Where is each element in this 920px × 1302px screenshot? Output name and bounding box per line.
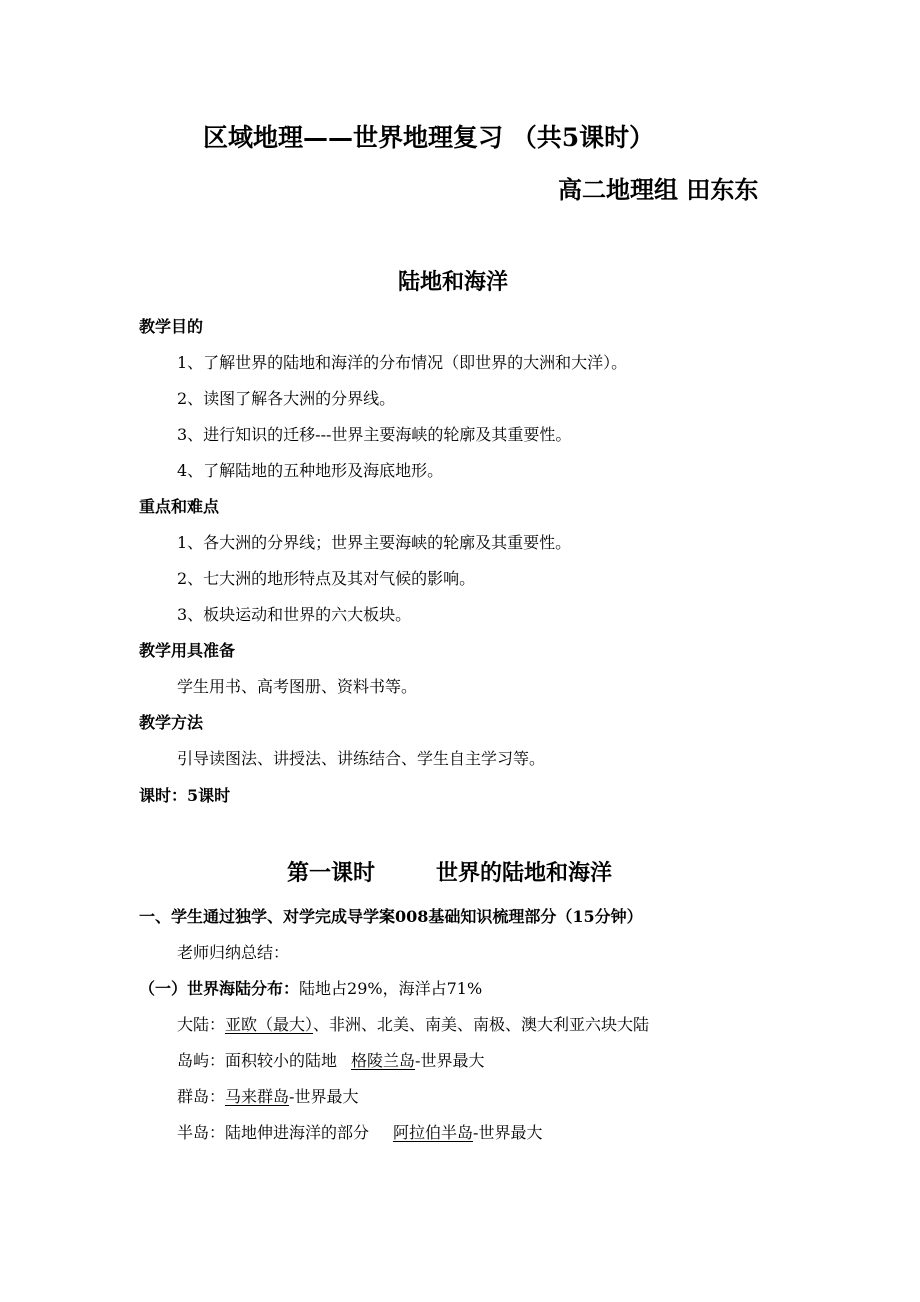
archipelago-rest: -世界最大 [289, 1087, 359, 1106]
island-line [177, 1048, 484, 1071]
peninsula-underlined: 阿拉伯半岛 [393, 1123, 474, 1142]
hours-line: 课时：5课时 [139, 786, 231, 805]
island-rest: -世界最大 [415, 1051, 485, 1070]
methods-heading: 教学方法 [139, 713, 204, 732]
tools-text: 学生用书、高考图册、资料书等。 [177, 677, 418, 696]
objectives-heading: 教学目的 [139, 317, 204, 336]
step-one-heading: 一、学生通过独学、对学完成导学案008基础知识梳理部分（15分钟） [139, 907, 643, 926]
summary-label: 老师归纳总结： [177, 943, 290, 962]
section-title: 陆地和海洋 [398, 269, 509, 295]
objective-item: 3、进行知识的迁移---世界主要海峡的轮廓及其重要性。 [177, 425, 572, 444]
peninsula-rest: -世界最大 [473, 1123, 543, 1142]
key-points-heading: 重点和难点 [139, 497, 220, 516]
objective-item: 4、了解陆地的五种地形及海底地形。 [177, 461, 444, 480]
continent-line [177, 1012, 649, 1035]
key-point-item: 1、各大洲的分界线；世界主要海峡的轮廓及其重要性。 [177, 533, 572, 552]
peninsula-label: 半岛：陆地伸进海洋的部分 [177, 1123, 370, 1142]
peninsula-line [177, 1120, 542, 1143]
archipelago-line [177, 1084, 358, 1107]
lesson-title-right: 世界的陆地和海洋 [436, 860, 613, 886]
objective-item: 1、了解世界的陆地和海洋的分布情况（即世界的大洲和大洋）。 [177, 353, 628, 372]
objective-item: 2、读图了解各大洲的分界线。 [177, 389, 396, 408]
distribution-heading: （一）世界海陆分布： [139, 979, 300, 998]
methods-text: 引导读图法、讲授法、讲练结合、学生自主学习等。 [177, 749, 546, 768]
document-title: 区域地理——世界地理复习 （共5课时） [203, 123, 655, 152]
lesson-title-left: 第一课时 [287, 860, 376, 886]
continent-underlined: 亚欧（最大） [225, 1015, 314, 1034]
distribution-text: 陆地占29%，海洋占71% [299, 979, 483, 998]
author-line: 高二地理组 田东东 [558, 175, 759, 204]
distribution-line [139, 976, 482, 999]
island-underlined: 格陵兰岛 [351, 1051, 416, 1070]
island-label: 岛屿：面积较小的陆地 [177, 1051, 338, 1070]
archipelago-label: 群岛： [177, 1087, 226, 1106]
continent-label: 大陆： [177, 1015, 226, 1034]
key-point-item: 2、七大洲的地形特点及其对气候的影响。 [177, 569, 476, 588]
archipelago-underlined: 马来群岛 [225, 1087, 290, 1106]
continent-rest: 、非洲、北美、南美、南极、澳大利亚六块大陆 [313, 1015, 650, 1034]
tools-heading: 教学用具准备 [139, 641, 236, 660]
key-point-item: 3、板块运动和世界的六大板块。 [177, 605, 412, 624]
